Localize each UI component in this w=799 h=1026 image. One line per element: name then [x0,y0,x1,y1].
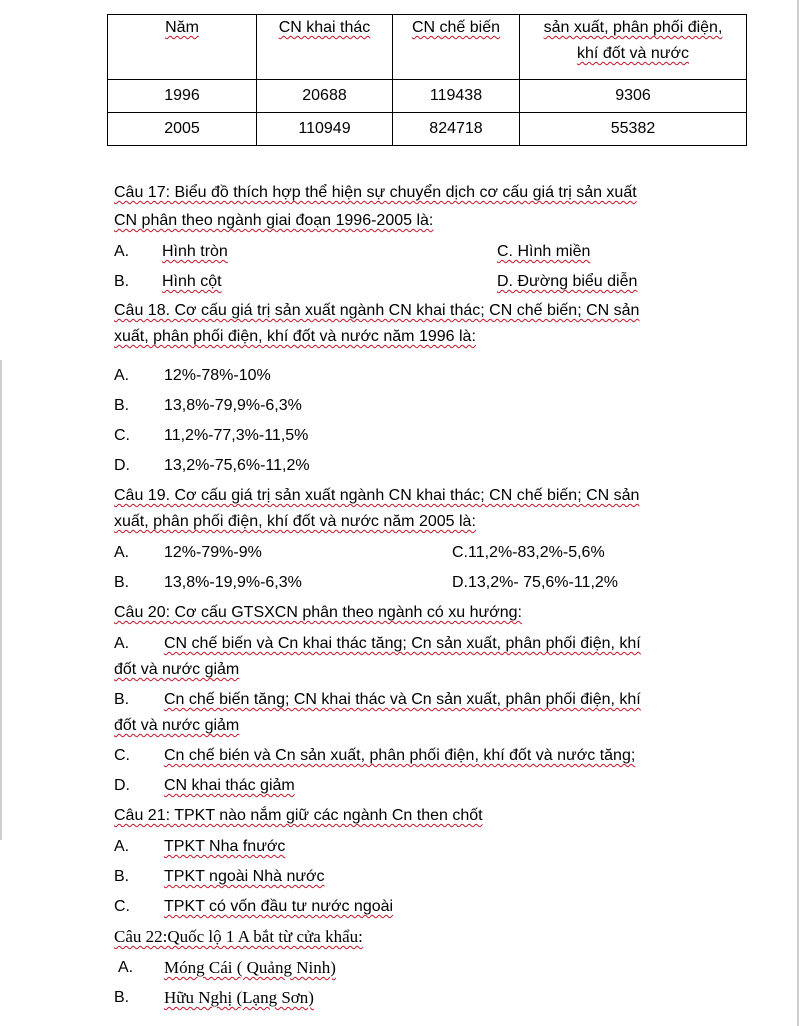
q21-stem-line1: Câu 21: TPKT nào nắm giữ các ngành Cn then chốt [114,807,483,824]
q20-option-c-text: Cn chế bién và Cn sản xuất, phân phối điện, khí đốt và nước tăng; [164,747,636,764]
table-cell: 9306 [520,80,747,113]
q17-option-a-label: A. [114,243,130,260]
q21-option-b-label: B. [114,868,130,885]
q21-option-c-text: TPKT có vốn đầu tư nước ngoài [164,898,394,915]
page-edge-left [0,360,2,840]
q18-stem-line1: Câu 18. Cơ cấu giá trị sản xuất ngành CN khai thác; CN chế biến; CN sản [114,302,640,319]
q20-option-a-text-line1: CN chế biến và Cn khai thác tăng; Cn sản xuất, phân phối điện, khí [164,635,641,652]
q20-option-c-label: C. [114,747,130,764]
data-table [107,14,747,146]
q18-stem-line2: xuất, phân phối điện, khí đốt và nước năm 1996 là: [114,328,476,345]
q22-option-b-text: Hữu Nghị (Lạng Sơn) [164,988,314,1007]
table-header-row [108,15,747,80]
q19-option-d-text: D.13,2%- 75,6%-11,2% [452,574,619,591]
q17-stem-line2: CN phân theo ngành giai đoạn 1996-2005 là: [114,212,434,229]
q21-option-b-text: TPKT ngoài Nhà nước [164,868,325,885]
q17-option-c-text: C. Hình miền [497,243,591,260]
q18-option-a-label: A. [114,367,130,384]
q20-option-d-text: CN khai thác giảm [164,777,295,794]
q19-option-b-label: B. [114,574,130,591]
q22-option-a-text: Móng Cái ( Quảng Ninh) [164,958,336,977]
table-cell: 110949 [257,113,393,146]
table-header-cell: sản xuất, phân phối điện, khí đốt và nước [520,15,747,80]
q21-option-a-text: TPKT Nha fnước [164,838,286,855]
q18-option-d-label: D. [114,457,130,474]
table-cell: 824718 [393,113,520,146]
q17-option-b-text: Hình cột [162,273,222,290]
q17-option-a-text: Hình tròn [162,243,228,260]
table-header-cell: CN chế biến [393,15,520,80]
q20-option-b-text-line2: đốt và nước giảm [114,717,240,734]
q20-option-a-label: A. [114,635,130,652]
q17-option-b-label: B. [114,273,130,290]
q19-option-c-text: C.11,2%-83,2%-5,6% [452,544,605,561]
q19-option-a-text: 12%-79%-9% [164,544,262,561]
q18-option-a-text: 12%-78%-10% [164,367,271,384]
q22-stem-line1: Câu 22:Quốc lộ 1 A bắt từ cửa khẩu: [114,927,363,946]
q19-option-a-label: A. [114,544,130,561]
table-header-cell: Năm [108,15,257,80]
table-cell: 1996 [108,80,257,113]
q22-option-b-label: B. [114,989,130,1006]
table-cell: 20688 [257,80,393,113]
q20-option-b-text-line1: Cn chế biến tăng; CN khai thác và Cn sản xuất, phân phối điện, khí [164,691,641,708]
q18-option-d-text: 13,2%-75,6%-11,2% [164,457,310,474]
q20-option-a-text-line2: đốt và nước giảm [114,661,240,678]
q19-stem-line2: xuất, phân phối điện, khí đốt và nước năm 2005 là: [114,513,476,530]
table-header-cell: CN khai thác [257,15,393,80]
table-cell: 119438 [393,80,520,113]
q20-stem-line1: Câu 20: Cơ cấu GTSXCN phân theo ngành có xu hướng: [114,604,522,621]
q20-option-d-label: D. [114,777,130,794]
table-cell: 55382 [520,113,747,146]
q17-option-d-text: D. Đường biểu diễn [497,273,638,290]
q21-option-c-label: C. [114,898,130,915]
q18-option-b-text: 13,8%-79,9%-6,3% [164,397,302,414]
q22-option-a-label: A. [118,959,134,976]
table-row [108,80,747,113]
table-cell: 2005 [108,113,257,146]
q18-option-c-text: 11,2%-77,3%-11,5% [164,427,309,444]
q18-option-b-label: B. [114,397,130,414]
q18-option-c-label: C. [114,427,130,444]
table-row [108,113,747,146]
q20-option-b-label: B. [114,691,130,708]
q17-stem-line1: Câu 17: Biểu đồ thích hợp thể hiện sự chuyển dịch cơ cấu giá trị sản xuất [114,184,637,201]
q21-option-a-label: A. [114,838,130,855]
q19-option-b-text: 13,8%-19,9%-6,3% [164,574,302,591]
q19-stem-line1: Câu 19. Cơ cấu giá trị sản xuất ngành CN khai thác; CN chế biến; CN sản [114,487,640,504]
